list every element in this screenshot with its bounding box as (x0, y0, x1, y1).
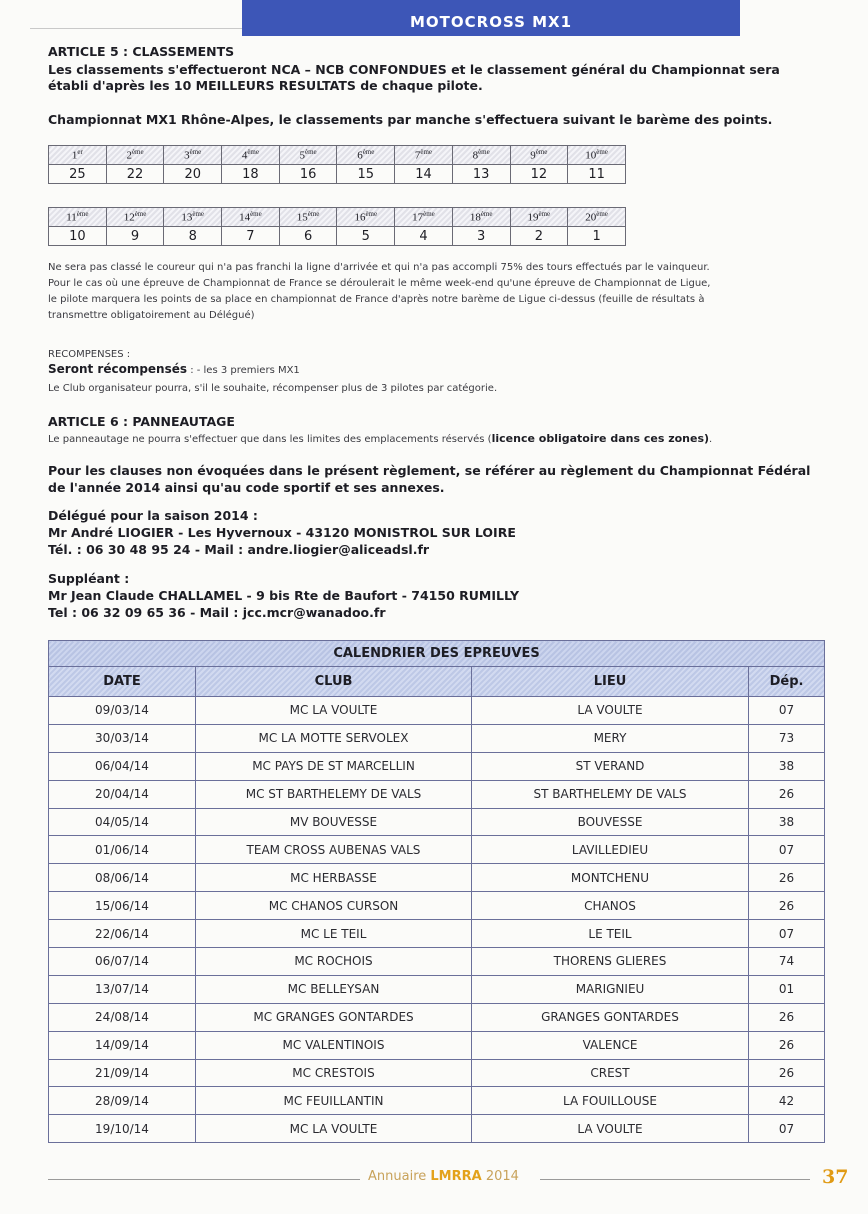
rank-cell (49, 146, 107, 165)
lieu-cell: LAVILLEDIEU (472, 836, 749, 864)
rank-cell (106, 208, 164, 227)
club-cell: TEAM CROSS AUBENAS VALS (196, 836, 472, 864)
rank-suffix: ème (247, 148, 259, 157)
calendar-header-club: CLUB (196, 667, 472, 697)
points-table-2 (48, 207, 626, 246)
article5-line2: établi d'après les 10 MEILLEURS RESULTATS de chaque pilote. (48, 78, 483, 93)
rank-suffix: ème (596, 148, 608, 157)
article6-text-bold: licence obligatoire dans ces zones) (491, 432, 710, 445)
dep-cell: 07 (749, 836, 825, 864)
rank-cell (510, 208, 568, 227)
lieu-cell: GRANGES GONTARDES (472, 1003, 749, 1031)
rank-suffix: ème (423, 210, 435, 219)
rank-number: 8 (472, 149, 479, 162)
club-cell: MC LA VOULTE (196, 697, 472, 725)
club-cell: MC ST BARTHELEMY DE VALS (196, 780, 472, 808)
rank-number: 3 (184, 149, 190, 162)
lieu-cell: CREST (472, 1059, 749, 1087)
lieu-cell: ST VERAND (472, 752, 749, 780)
suppleant-contact: Tel : 06 32 09 65 36 - Mail : jcc.mcr@wanadoo.fr (48, 605, 386, 620)
calendar-header-date: DATE (49, 667, 196, 697)
rank-suffix: ème (480, 210, 493, 219)
date-cell: 04/05/14 (49, 808, 196, 836)
points-cell: 25 (49, 165, 107, 184)
date-cell: 22/06/14 (49, 920, 196, 948)
date-cell: 24/08/14 (49, 1003, 196, 1031)
points-cell: 22 (106, 165, 164, 184)
dep-cell: 26 (749, 1059, 825, 1087)
club-cell: MC GRANGES GONTARDES (196, 1003, 472, 1031)
rank-number: 16 (354, 211, 366, 224)
dep-cell: 26 (749, 780, 825, 808)
lieu-cell: LE TEIL (472, 920, 749, 948)
recompenses-title: RECOMPENSES : (48, 349, 131, 360)
lieu-cell: LA VOULTE (472, 697, 749, 725)
table-row (49, 808, 825, 836)
rank-suffix: ème (76, 210, 89, 219)
clauses-line-1: Pour les clauses non évoquées dans le présent règlement, se référer au règlement du Championnat Fédéral (48, 463, 811, 478)
date-cell: 15/06/14 (49, 892, 196, 920)
rank-number: 7 (414, 149, 421, 162)
rank-number: 15 (296, 211, 308, 224)
table-row (49, 920, 825, 948)
date-cell: 06/07/14 (49, 948, 196, 976)
dep-cell: 26 (749, 1031, 825, 1059)
rank-number: 13 (181, 211, 193, 224)
rank-cell (106, 146, 164, 165)
dep-cell: 42 (749, 1087, 825, 1115)
rank-number: 19 (527, 211, 539, 224)
rank-cell (279, 208, 337, 227)
lieu-cell: MARIGNIEU (472, 975, 749, 1003)
rank-suffix: ème (365, 210, 378, 219)
calendar-title: CALENDRIER DES EPREUVES (49, 641, 825, 667)
points-cell: 12 (510, 165, 568, 184)
table-row (49, 836, 825, 864)
recompenses-value: : - les 3 premiers MX1 (187, 365, 300, 376)
points-cell: 18 (222, 165, 280, 184)
footer-label (368, 1169, 519, 1184)
article5-line3: Championnat MX1 Rhône-Alpes, le classements par manche s'effectuera suivant le barème des points. (48, 112, 773, 127)
table-row (49, 1115, 825, 1143)
rank-suffix: ème (596, 210, 608, 219)
rank-cell (510, 146, 568, 165)
recompenses-line (48, 362, 300, 379)
points-cell: 4 (395, 227, 453, 246)
dep-cell: 07 (749, 920, 825, 948)
date-cell: 08/06/14 (49, 864, 196, 892)
club-cell: MC LE TEIL (196, 920, 472, 948)
delegue-contact: Tél. : 06 30 48 95 24 - Mail : andre.liogier@aliceadsl.fr (48, 542, 430, 557)
recompenses-label: Seront récompensés (48, 362, 188, 376)
delegue-address: Mr André LIOGIER - Les Hyvernoux - 43120 MONISTROL SUR LOIRE (48, 525, 516, 540)
points-cell: 16 (279, 165, 337, 184)
club-cell: MC BELLEYSAN (196, 975, 472, 1003)
rank-number: 11 (66, 211, 77, 224)
table-row (49, 697, 825, 725)
rank-suffix: er (77, 148, 83, 157)
rank-number: 4 (241, 149, 248, 162)
rank-number: 5 (299, 149, 305, 162)
rank-suffix: ème (192, 210, 205, 219)
footer-year: 2014 (481, 1169, 519, 1184)
lieu-cell: CHANOS (472, 892, 749, 920)
points-cell: 11 (568, 165, 626, 184)
points-cell: 5 (337, 227, 395, 246)
club-cell: MC LA MOTTE SERVOLEX (196, 724, 472, 752)
points-cell: 8 (164, 227, 222, 246)
rank-suffix: ème (362, 148, 375, 157)
rank-cell (452, 208, 510, 227)
rank-number: 18 (469, 211, 481, 224)
rank-number: 12 (123, 211, 135, 224)
footer-rule-right (540, 1179, 810, 1180)
points-cell: 1 (568, 227, 626, 246)
rank-cell (395, 208, 453, 227)
lieu-cell: THORENS GLIERES (472, 948, 749, 976)
date-cell: 14/09/14 (49, 1031, 196, 1059)
lieu-cell: ST BARTHELEMY DE VALS (472, 780, 749, 808)
date-cell: 19/10/14 (49, 1115, 196, 1143)
rank-number: 2 (126, 149, 132, 162)
table-row (49, 892, 825, 920)
rank-suffix: ème (131, 148, 144, 157)
rank-suffix: ème (538, 210, 551, 219)
section-title: MOTOCROSS MX1 (242, 0, 740, 36)
footer-annuaire: Annuaire (368, 1169, 431, 1184)
points-cell: 2 (510, 227, 568, 246)
club-cell: MC CHANOS CURSON (196, 892, 472, 920)
club-cell: MC LA VOULTE (196, 1115, 472, 1143)
date-cell: 21/09/14 (49, 1059, 196, 1087)
points-cell: 7 (222, 227, 280, 246)
table-row (49, 864, 825, 892)
club-cell: MC HERBASSE (196, 864, 472, 892)
rank-cell (337, 208, 395, 227)
rank-suffix: ème (250, 210, 262, 219)
rank-cell (279, 146, 337, 165)
rank-cell (337, 146, 395, 165)
points-cell: 6 (279, 227, 337, 246)
rank-number: 1 (71, 149, 78, 162)
dep-cell: 01 (749, 975, 825, 1003)
rank-cell (49, 208, 107, 227)
rank-number: 17 (412, 211, 424, 224)
rank-number: 6 (357, 149, 363, 162)
table-row (49, 1031, 825, 1059)
dep-cell: 74 (749, 948, 825, 976)
club-cell: MC VALENTINOIS (196, 1031, 472, 1059)
table-row (49, 1059, 825, 1087)
club-cell: MC CRESTOIS (196, 1059, 472, 1087)
rank-number: 14 (239, 211, 251, 224)
delegue-title: Délégué pour la saison 2014 : (48, 508, 258, 523)
rank-number: 20 (585, 211, 597, 224)
date-cell: 06/04/14 (49, 752, 196, 780)
calendar-header-dep: Dép. (749, 667, 825, 697)
recompenses-note: Le Club organisateur pourra, s'il le souhaite, récompenser plus de 3 pilotes par catégorie. (48, 383, 498, 394)
calendar-table (48, 640, 825, 1143)
rank-suffix: ème (420, 148, 433, 157)
points-cell: 9 (106, 227, 164, 246)
rank-cell (222, 146, 280, 165)
lieu-cell: MERY (472, 724, 749, 752)
club-cell: MC PAYS DE ST MARCELLIN (196, 752, 472, 780)
lieu-cell: BOUVESSE (472, 808, 749, 836)
note-line-2: Pour le cas où une épreuve de Championnat de France se déroulerait le même week-end qu'une épreuve de Championnat de Ligue, (48, 278, 711, 289)
lieu-cell: LA VOULTE (472, 1115, 749, 1143)
dep-cell: 73 (749, 724, 825, 752)
rank-suffix: ème (478, 148, 490, 157)
page-number: 37 (822, 1166, 849, 1188)
lieu-cell: MONTCHENU (472, 864, 749, 892)
dep-cell: 38 (749, 752, 825, 780)
note-line-3: le pilote marquera les points de sa place en championnat de France d'après notre barème de Ligue ci-dessus (feuille de résultats à (48, 294, 705, 305)
date-cell: 30/03/14 (49, 724, 196, 752)
table-row (49, 752, 825, 780)
club-cell: MC FEUILLANTIN (196, 1087, 472, 1115)
rank-suffix: ème (305, 148, 317, 157)
dep-cell: 26 (749, 892, 825, 920)
date-cell: 20/04/14 (49, 780, 196, 808)
dep-cell: 26 (749, 864, 825, 892)
rank-cell (452, 146, 510, 165)
points-cell: 13 (452, 165, 510, 184)
date-cell: 09/03/14 (49, 697, 196, 725)
rank-suffix: ème (134, 210, 147, 219)
table-row (49, 975, 825, 1003)
table-row (49, 724, 825, 752)
table-row (49, 1087, 825, 1115)
article6-text (48, 431, 712, 448)
calendar-header-lieu: LIEU (472, 667, 749, 697)
dep-cell: 38 (749, 808, 825, 836)
rank-cell (164, 208, 222, 227)
date-cell: 28/09/14 (49, 1087, 196, 1115)
suppleant-address: Mr Jean Claude CHALLAMEL - 9 bis Rte de Baufort - 74150 RUMILLY (48, 588, 520, 603)
article6-text-main: Le panneautage ne pourra s'effectuer que dans les limites des emplacements réservés ( (48, 434, 492, 445)
rank-cell (164, 146, 222, 165)
header-rule (30, 28, 242, 29)
points-cell: 14 (395, 165, 453, 184)
dep-cell: 26 (749, 1003, 825, 1031)
rank-cell (222, 208, 280, 227)
points-table-1 (48, 145, 626, 184)
table-row (49, 1003, 825, 1031)
club-cell: MV BOUVESSE (196, 808, 472, 836)
rank-number: 9 (530, 149, 536, 162)
rank-suffix: ème (535, 148, 548, 157)
note-line-1: Ne sera pas classé le coureur qui n'a pas franchi la ligne d'arrivée et qui n'a pas accompli 75% des tours effectués par le vainqueur. (48, 262, 710, 273)
article5-line1: Les classements s'effectueront NCA – NCB CONFONDUES et le classement général du Championnat sera (48, 62, 780, 77)
points-cell: 10 (49, 227, 107, 246)
points-cell: 20 (164, 165, 222, 184)
points-cell: 3 (452, 227, 510, 246)
points-cell: 15 (337, 165, 395, 184)
article6-text-end: . (709, 434, 713, 445)
date-cell: 13/07/14 (49, 975, 196, 1003)
table-row (49, 948, 825, 976)
note-line-4: transmettre obligatoirement au Délégué) (48, 310, 255, 321)
date-cell: 01/06/14 (49, 836, 196, 864)
rank-cell (568, 208, 626, 227)
lieu-cell: LA FOUILLOUSE (472, 1087, 749, 1115)
lieu-cell: VALENCE (472, 1031, 749, 1059)
footer-rule-left (48, 1179, 360, 1180)
rank-cell (568, 146, 626, 165)
dep-cell: 07 (749, 697, 825, 725)
rank-number: 10 (585, 149, 597, 162)
clauses-line-2: de l'année 2014 ainsi qu'au code sportif et ses annexes. (48, 480, 445, 495)
rank-suffix: ème (189, 148, 202, 157)
suppleant-title: Suppléant : (48, 571, 130, 586)
table-row (49, 780, 825, 808)
footer-brand: LMRRA (430, 1169, 482, 1184)
club-cell: MC ROCHOIS (196, 948, 472, 976)
dep-cell: 07 (749, 1115, 825, 1143)
rank-suffix: ème (307, 210, 320, 219)
rank-cell (395, 146, 453, 165)
article6-title: ARTICLE 6 : PANNEAUTAGE (48, 414, 235, 429)
article5-title: ARTICLE 5 : CLASSEMENTS (48, 44, 235, 59)
